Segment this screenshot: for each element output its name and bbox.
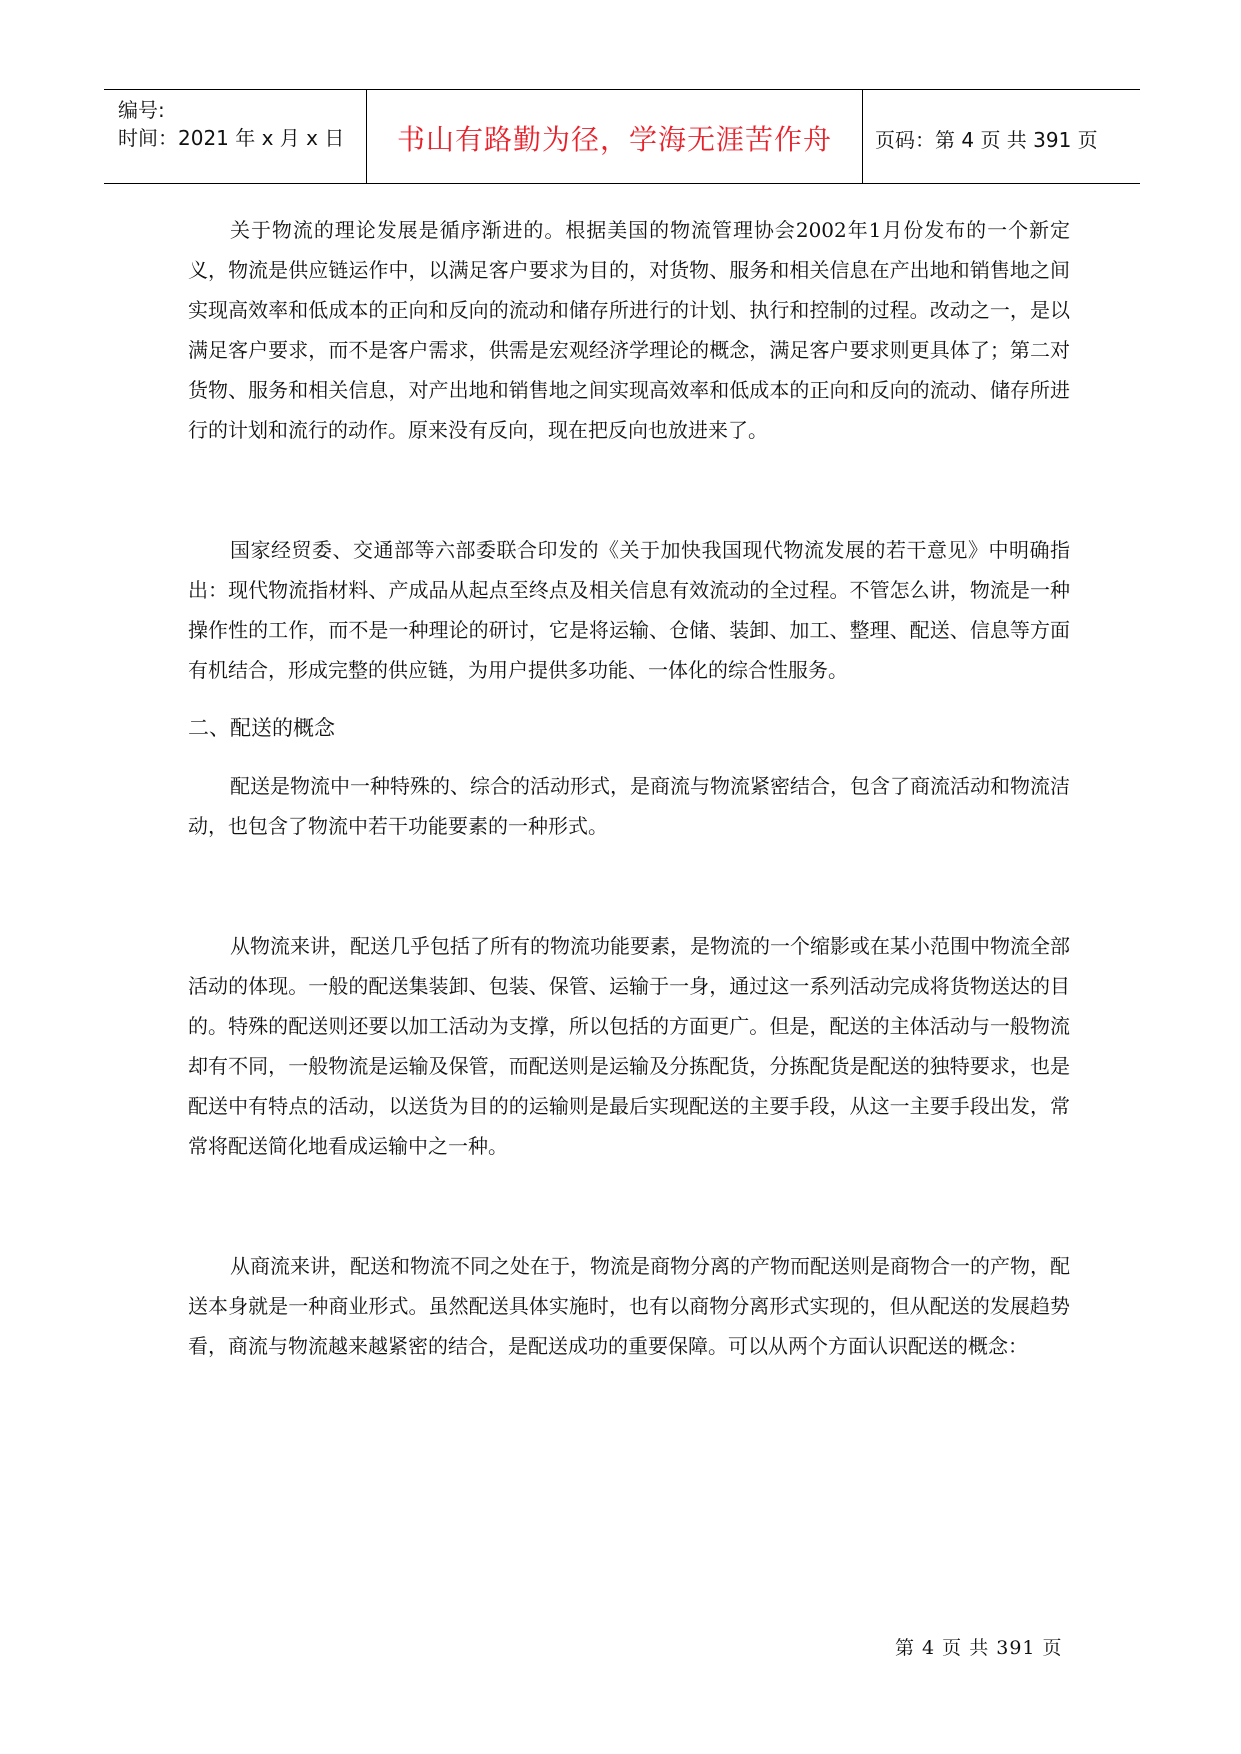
page-header (104, 89, 1140, 184)
paragraph-2: 国家经贸委、交通部等六部委联合印发的《关于加快我国现代物流发展的若干意见》中明确指出：现代物流指材料、产成品从起点至终点及相关信息有效流动的全过程。不管怎么讲，物流是一种操作性的工作，而不是一种理论的研讨，它是将运输、仓储、装卸、加工、整理、配送、信息等方面有机结合，形成完整的供应链，为用户提供多功能、一体化的综合性服务。 (188, 538, 1070, 682)
section-heading: 二、配送的概念 (188, 716, 335, 740)
doc-number-label: 编号: (118, 98, 165, 122)
header-page-cell (863, 90, 1140, 183)
paragraph-3: 配送是物流中一种特殊的、综合的活动形式，是商流与物流紧密结合，包含了商流活动和物流洁动，也包含了物流中若干功能要素的一种形式。 (188, 774, 1070, 838)
header-motto: 书山有路勤为径，学海无涯苦作舟 (396, 123, 832, 156)
paragraph-1: 关于物流的理论发展是循序渐进的。根据美国的物流管理协会2002年1月份发布的一个新定义，物流是供应链运作中，以满足客户要求为目的，对货物、服务和相关信息在产出地和销售地之间实现高效率和低成本的正向和反向的流动和储存所进行的计划、执行和控制的过程。改动之一，是以满足客户要求，而不是客户需求，供需是宏观经济学理论的概念，满足客户要求则更具体了；第二对货物、服务和相关信息，对产出地和销售地之间实现高效率和低成本的正向和反向的流动、储存所进行的计划和流行的动作。原来没有反向，现在把反向也放进来了。 (188, 218, 1070, 442)
paragraph-4: 从物流来讲，配送几乎包括了所有的物流功能要素，是物流的一个缩影或在某小范围中物流全部活动的体现。一般的配送集装卸、包装、保管、运输于一身，通过这一系列活动完成将货物送达的目的。特殊的配送则还要以加工活动为支撑，所以包括的方面更广。但是，配送的主体活动与一般物流却有不同，一般物流是运输及保管，而配送则是运输及分拣配货，分拣配货是配送的独特要求，也是配送中有特点的活动，以送货为目的的运输则是最后实现配送的主要手段，从这一主要手段出发，常常将配送简化地看成运输中之一种。 (188, 934, 1070, 1158)
paragraph-5: 从商流来讲，配送和物流不同之处在于，物流是商物分离的产物而配送则是商物合一的产物，配送本身就是一种商业形式。虽然配送具体实施时，也有以商物分离形式实现的，但从配送的发展趋势看，商流与物流越来越紧密的结合，是配送成功的重要保障。可以从两个方面认识配送的概念： (188, 1254, 1070, 1358)
header-meta-cell (104, 90, 367, 183)
document-body (188, 210, 1070, 1366)
header-motto-cell (367, 90, 863, 183)
header-page-info: 页码：第 4 页 共 391 页 (875, 128, 1098, 152)
page-footer: 第 4 页 共 391 页 (895, 1637, 1063, 1659)
doc-time-label: 时间：2021 年 x 月 x 日 (118, 126, 345, 150)
